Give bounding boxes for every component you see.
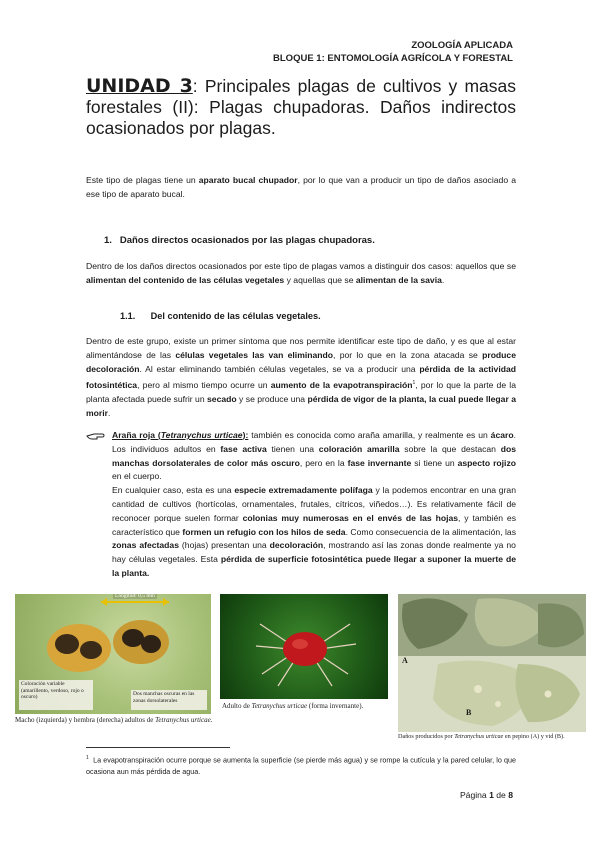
c-bold-5: decoloración (269, 540, 324, 551)
b-bold-6: aspecto rojizo (457, 457, 516, 468)
intro-paragraph (86, 173, 516, 201)
bullet-paragraph-2 (112, 484, 516, 581)
footnote-ref[interactable]: 1 (412, 380, 416, 386)
red-mite-illustration (220, 594, 388, 699)
header-course: ZOOLOGÍA APLICADA (411, 40, 513, 51)
s1-text-3: . (441, 275, 445, 285)
section-1-1-heading (120, 311, 321, 321)
b-bold-3: coloración amarilla (318, 443, 400, 454)
fig2-caption-post: (forma invernante). (307, 702, 364, 710)
s11-bold-5: secado (207, 393, 237, 404)
footer-total-pages: 8 (508, 790, 513, 800)
s1-bold-1: alimentan del contenido de las células vegetales (86, 275, 285, 285)
label-dark-spots: Dos manchas oscuras en las zonas dorsolaterales (133, 691, 195, 704)
fig1-caption-sci: Tetranychus urticae. (155, 716, 213, 724)
s11-bold-3: pérdida de la actividad fotosintética (86, 364, 516, 390)
c-text-1: En cualquier caso, esta es una (112, 485, 235, 496)
b-text-4: sobre la que destacan (399, 443, 501, 454)
leaf-damage-illustration (398, 594, 586, 732)
figure-3-caption (398, 733, 565, 740)
c-bold-4: zonas afectadas (112, 540, 179, 551)
b-bold-5: fase invernante (347, 457, 412, 468)
c-text-2: y la podemos encontrar en una gran cantidad de cultivos (hortícolas, ornamentales, frutales, cítricos, viñedos…). Es relativamente fácil de reconocer porque suelen formar (112, 485, 516, 523)
species-name (112, 430, 248, 440)
section-1-1-title: Del contenido de las células vegetales. (150, 311, 321, 321)
intro-bold-1: aparato bucal chupador (198, 175, 298, 185)
footer-current-page: 1 (489, 790, 494, 800)
s11-bold-2: produce decoloración (86, 350, 516, 374)
s11-text-7: . (107, 407, 111, 418)
section-1-1-paragraph (86, 334, 516, 420)
s11-bold-4: aumento de la evapotranspiración (270, 379, 413, 390)
c-bold-2: colonias muy numerosas en el envés de las hojas (242, 512, 459, 523)
species-name-post: ): (242, 430, 249, 440)
b-text-6: si tiene un (411, 457, 458, 468)
figure-leaf-damage (398, 594, 586, 732)
section-1-heading (104, 235, 375, 246)
pointing-hand-icon (86, 431, 106, 441)
figure-red-mite (220, 594, 388, 699)
figure-1-caption (15, 716, 212, 724)
section-1-paragraph (86, 259, 516, 287)
footnote (86, 752, 516, 778)
s11-text-3: . Al estar eliminando también células vegetales, se va a producir una (139, 364, 420, 374)
fig2-caption-sci: Tetranychus urticae (251, 702, 308, 710)
s11-text-2: , por lo que en la zona atacada se (333, 350, 483, 360)
page-header (273, 39, 513, 65)
b-text-7: en el cuerpo. (112, 471, 162, 482)
c-bold-1: especie extremadamente polífaga (234, 485, 373, 496)
c-text-4: . Como consecuencia de la alimentación, las (345, 526, 517, 537)
s1-bold-2: alimentan de la savia (355, 275, 442, 285)
fig3-caption-sci: Tetranychus urticae (454, 733, 504, 740)
header-block: BLOQUE 1: ENTOMOLOGÍA AGRÍCOLA Y FORESTAL (273, 53, 513, 64)
unit-title-text: : Principales plagas de cultivos y masas forestales (II): Plagas chupadoras. Daños indirectos ocasionados por plagas. (86, 76, 516, 138)
section-1-number: 1. (104, 235, 112, 246)
c-bold-6: pérdida de superficie fotosintética puede llegar a suponer la muerte de la planta. (112, 554, 516, 578)
figure-2-caption (222, 702, 363, 710)
species-name-pre: Araña roja ( (112, 430, 161, 440)
bullet-paragraph-1 (112, 429, 516, 484)
footer-of-label: de (493, 790, 509, 800)
b-text-2: . Los individuos adultos en (112, 430, 516, 454)
scale-label: Longitud: 0,5 mm (115, 594, 155, 599)
c-text-5: (hojas) presentan una (178, 540, 270, 551)
b-bold-2: fase activa (220, 443, 267, 454)
s11-text-6: y se produce una (236, 393, 308, 404)
intro-text-2: , por lo que van a producir un tipo de daños asociado a ese tipo de aparato bucal. (86, 175, 516, 199)
unit-number: UNIDAD 3 (86, 75, 193, 97)
b-bold-4: dos manchas dorsolaterales de color más oscuro (112, 443, 517, 468)
footnote-separator (86, 747, 230, 748)
page-number (460, 790, 513, 800)
figure-mites-male-female (15, 594, 211, 714)
c-text-3: , y también es característico que (112, 512, 516, 537)
s11-bold-6: pérdida de vigor de la planta, la cual puede llegar a morir (86, 393, 516, 418)
unit-title (86, 76, 516, 139)
c-text-6: , mostrando así las zonas donde realmente ya no hay células vegetales. Esta (112, 540, 516, 565)
fig3-caption-post: en pepino (A) y vid (B). (503, 733, 565, 740)
s1-text-2: y aquellas que se (284, 275, 356, 285)
s1-text-1: Dentro de los daños directos ocasionados por este tipo de plagas vamos a distinguir dos casos: aquellos que se (86, 261, 516, 271)
section-1-title: Daños directos ocasionados por las plagas chupadoras. (119, 235, 375, 246)
footnote-text: La evapotranspiración ocurre porque se aumenta la superficie (se pierde más agua) y se rompe la cutícula y la pared celular, lo que ocasiona aun más pérdida de agua. (86, 755, 516, 777)
b-bold-1: ácaro (490, 430, 514, 440)
footer-page-label: Página (459, 790, 490, 800)
fig2-caption-text: Adulto de (222, 702, 252, 710)
fig3-caption-text: Daños producidos por (398, 733, 455, 740)
label-coloration: Coloración variable (amarillento, verdoso, rojo o oscuro) (21, 681, 84, 700)
panel-label-b: B (466, 708, 472, 717)
tetranychus-bullet (112, 429, 516, 581)
s11-text-4: , pero al mismo tiempo ocurre un (137, 379, 271, 390)
s11-text-5: , por lo que la parte de la planta afectada puede sufrir un (86, 379, 516, 404)
footnote-number: 1 (86, 755, 89, 761)
s11-text-1: Dentro de este grupo, existe un primer síntoma que nos permite identificar este tipo de daño, y es que al estar alimentándose de las (86, 336, 516, 360)
section-1-1-number: 1.1. (120, 311, 136, 321)
intro-text-1: Este tipo de plagas tiene un (86, 175, 199, 185)
panel-label-a: A (402, 656, 408, 665)
b-text-5: , pero en la (299, 457, 348, 468)
fig1-caption-text: Macho (izquierda) y hembra (derecha) adultos de (15, 716, 156, 724)
b-text-3: tienen una (266, 443, 319, 454)
b-text-1: también es conocida como araña amarilla, y realmente es un (248, 430, 491, 440)
c-bold-3: formen un refugio con los hilos de seda (182, 526, 346, 537)
s11-bold-1: células vegetales las van eliminando (175, 350, 333, 360)
species-name-sci: Tetranychus urticae (160, 430, 243, 440)
